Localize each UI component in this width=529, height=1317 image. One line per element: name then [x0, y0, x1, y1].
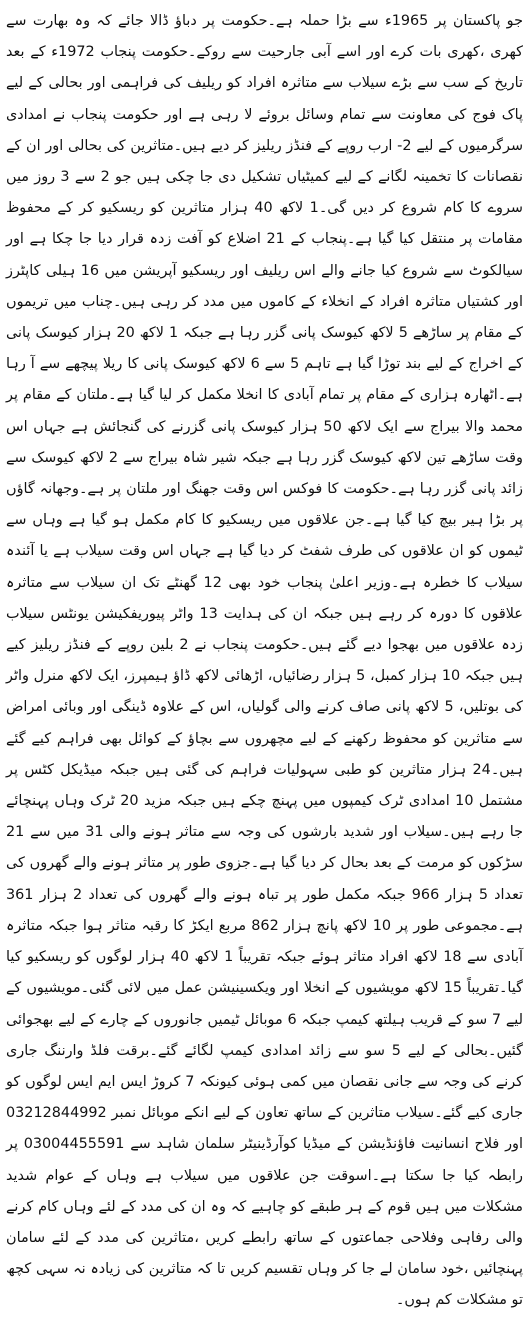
article-body-text: جو پاکستان پر 1965ء سے بڑا حملہ ہے۔حکومت پر دباؤ ڈالا جائے کہ وہ بھارت سے کھری ،کھری بات کرے اور اسے آبی جارحیت سے روکے۔حکومت پنجاب 1972ء کے بعد تاریخ کے سب سے بڑے سیلاب سے متاثرہ افراد کو ریلیف کی فراہمی اور بحالی کے لیے پاک فوج کی معاونت سے تمام وسائل بروئے لا رہی ہے اور حکومت پنجاب نے امدادی سرگرمیوں کے لیے 2- ارب روپے کے فنڈز ریلیز کر دیے ہیں۔متاثرین کی بحالی اور ان کے نقصانات کا تخمینہ لگانے کے لیے کمیٹیاں تشکیل دی جا چکی ہیں جو 2 سے 3 روز میں سروے کا کام شروع کر دیں گی۔1 لاکھ 40 ہزار متاثرین کو ریسکیو کر کے محفوظ مقامات پر منتقل کیا گیا ہے۔پنجاب کے 21 اضلاع کو آفت زدہ قرار دیا جا چکا ہے اور سیالکوٹ سے شروع کیا جانے والے اس ریلیف اور ریسکیو آپریشن میں 16 ہیلی کاپٹرز اور کشتیاں متاثرہ افراد کے انخلاء کے کاموں میں مدد کر رہی ہیں۔چناب میں تریموں کے مقام پر ساڑھے 5 لاکھ کیوسک پانی گزر رہا ہے جبکہ 1 لاکھ 20 ہزار کیوسک پانی کے اخراج کے لیے بند توڑا گیا ہے تاہم 5 سے 6 لاکھ کیوسک پانی کا ریلا پیچھے سے آ رہا ہے۔اٹھارہ ہزاری کے مقام پر تمام آبادی کا انخلا مکمل کر لیا گیا ہے۔ملتان کے مقام پر محمد والا بیراج سے ایک لاکھ 50 ہزار کیوسک پانی گزرنے کی گنجائش ہے جہاں اس وقت ساڑھے تین لاکھ کیوسک گزر رہا ہے جبکہ شیر شاہ بیراج سے 2 لاکھ کیوسک سے زائد پانی گزر رہا ہے۔حکومت کا فوکس اس وقت جھنگ اور ملتان پر ہے۔وجھانہ گاؤں پر بڑا ہیر بیچ کیا گیا ہے۔جن علاقوں میں ریسکیو کا کام مکمل ہو گیا ہے وہاں سے ٹیموں کو ان علاقوں کی طرف شفٹ کر دیا گیا ہے جہاں اس وقت سیلاب ہے یا آئندہ سیلاب کا خطرہ ہے۔وزیر اعلیٰ پنجاب خود بھی 12 گھنٹے تک ان سیلاب سے متاثرہ علاقوں کا دورہ کر رہے ہیں جبکہ ان کی ہدایت 13 واٹر پیوریفکیشن یونٹس سیلاب زدہ علاقوں میں بھجوا دیے گئے ہیں۔حکومت پنجاب نے 2 بلین روپے کے فنڈز ریلیز کیے ہیں جبکہ 10 ہزار کمبل، 5 ہزار رضائیاں، اڑھائی لاکھ ڈاؤ ہیمپرز، ایک لاکھ منرل واٹر کی بوتلیں، 5 لاکھ پانی صاف کرنے والی گولیاں، اس کے علاوہ ڈینگی اور وبائی امراض سے متاثرین کو محفوظ رکھنے کے لیے مچھروں سے بچاؤ کے کوائل بھی فراہم کیے گئے ہیں۔24 ہزار متاثرین کو طبی سہولیات فراہم کی گئی ہیں جبکہ میڈیکل کٹس پر مشتمل 10 امدادی ٹرک کیمپوں میں پہنچ چکے ہیں جبکہ مزید 20 ٹرک وہاں پہنچائے جا رہے ہیں۔سیلاب اور شدید بارشوں کی وجہ سے متاثر ہونے والی 31 میں سے 21 سڑکوں کو مرمت کے بعد بحال کر دیا گیا ہے۔جزوی طور پر متاثر ہونے والے گھروں کی تعداد 5 ہزار 966 جبکہ مکمل طور پر تباہ ہونے والے گھروں کی تعداد 2 ہزار 361 ہے۔مجموعی طور پر 10 لاکھ پانچ ہزار 862 مربع ایکڑ کا رقبہ متاثر ہوا جبکہ متاثرہ آبادی سے 18 لاکھ افراد متاثر ہوئے جبکہ تقریباً 1 لاکھ 40 ہزار لوگوں کو ریسکیو کیا گیا۔تقریباً 15 لاکھ مویشیوں کے انخلا اور ویکسینیشن عمل میں لائی گئی۔مویشیوں کے لیے 7 سو کے قریب ہیلتھ کیمپ جبکہ 6 موبائل ٹیمیں جانوروں کے چارے کے لیے بھجوائی گئیں۔بحالی کے لیے 5 سو سے زائد امدادی کیمپ لگائے گئے۔برقت فلڈ وارننگ جاری کرنے کی وجہ سے جانی نقصان میں کمی ہوئی کیونکہ 7 کروڑ ایس ایم ایس لوگوں کو جاری کیے گئے۔سیلاب متاثرین کے ساتھ تعاون کے لیے انکے موبائل نمبر 03212844992 اور فلاح انسانیت فاؤنڈیشن کے میڈیا کوآرڈینیٹر سلمان شاہد سے 03004455591 پر رابطہ کیا جا سکتا ہے۔اسوقت جن علاقوں میں سیلاب ہے وہاں کے عوام شدید مشکلات میں ہیں قوم کے ہر طبقے کو چاہیے کہ وہ ان کی مدد کے لئے وہاں کام کرنے والی رفاہی وفلاحی جماعتوں کے ساتھ رابطے کریں ،متاثرین کی مدد کے لئے سامان پہنچائیں ،خود سامان لے جا کر وہاں تقسیم کریں تا کہ متاثرین کی زیادہ نہ سہی کچھ تو مشکلات کم ہوں۔	[6, 13, 524, 1309]
